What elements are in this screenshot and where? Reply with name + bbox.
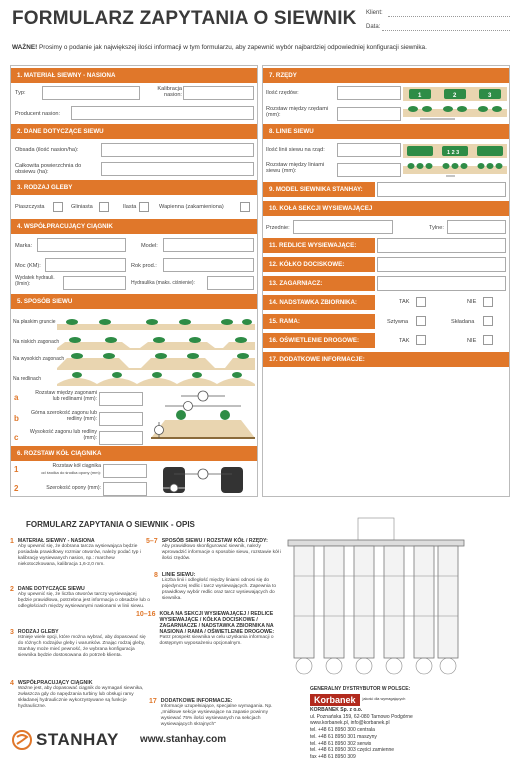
desc-head-5: SPOSÓB SIEWU / ROZSTAW KÓŁ / RZĘDY: bbox=[161, 538, 268, 544]
section-15-header: 15. RAMA: bbox=[263, 314, 375, 329]
section-2-header: 2. DANE DOTYCZĄCE SIEWU bbox=[11, 124, 257, 139]
data-label: Data: bbox=[366, 24, 381, 30]
nadstawka-nie-checkbox[interactable] bbox=[483, 297, 493, 307]
model-label: Model: bbox=[141, 243, 158, 249]
producent-label: Producent nasion: bbox=[15, 111, 61, 117]
rama-sztywna-label: Sztywna bbox=[387, 319, 409, 325]
oswietlenie-nie-label: NIE bbox=[467, 338, 477, 344]
powierzchnia-label: Całkowita powierzchnia do obsiewu (ha): bbox=[15, 163, 82, 176]
desc-item-5 bbox=[146, 538, 282, 562]
klient-label: Klient: bbox=[366, 10, 383, 16]
important-note bbox=[12, 44, 427, 51]
section-1-header: 1. MATERIAŁ SIEWNY - NASIONA bbox=[11, 68, 257, 83]
fax: fax +48 61 8950 309 bbox=[310, 754, 356, 760]
r1-input[interactable] bbox=[103, 464, 147, 478]
desc-text-7: Patrz prospekt siewnika w celu uzyskania informacji o dostępnym wyposażeniu opcjonalnym. bbox=[159, 635, 274, 646]
nadstawka-nie-label: NIE bbox=[467, 299, 477, 305]
model-input[interactable] bbox=[163, 238, 254, 252]
row-num-2: 2 bbox=[453, 93, 457, 99]
marka-input[interactable] bbox=[37, 238, 126, 252]
letter-b-icon: b bbox=[14, 414, 19, 423]
section-5-header: 5. SPOSÓB SIEWU bbox=[11, 294, 257, 309]
kalibracja-label: Kalibracja nasion: bbox=[157, 86, 182, 99]
data-field[interactable] bbox=[382, 30, 510, 31]
korbanek-tagline: jakość dla wymagających bbox=[362, 697, 406, 702]
soil-checkbox-3[interactable] bbox=[240, 202, 250, 212]
wydatek-label: Wydatek hydrauli. (l/min): bbox=[15, 275, 55, 287]
linie-rozstaw-input[interactable] bbox=[337, 163, 401, 177]
letter-c-icon: c bbox=[14, 433, 19, 442]
company-name: KORBANEK Sp. z o.o. bbox=[310, 706, 363, 713]
zagarniacz-input[interactable] bbox=[377, 276, 506, 291]
przednie-input[interactable] bbox=[293, 220, 393, 234]
c-label: Wysokość zagonu lub redliny (mm): bbox=[29, 429, 97, 441]
typ-label: Typ: bbox=[15, 90, 26, 96]
tylne-input[interactable] bbox=[447, 220, 506, 234]
section-17-header: 17. DODATKOWE INFORMACJE: bbox=[263, 352, 509, 367]
desc-item-7 bbox=[136, 611, 282, 647]
desc-item-4 bbox=[10, 680, 150, 710]
section-11-header: 11. REDLICE WYSIEWAJĄCE: bbox=[263, 238, 375, 253]
marka-label: Marka: bbox=[15, 243, 33, 249]
wydatek-input[interactable] bbox=[63, 276, 126, 290]
seeder-machine-illustration bbox=[286, 516, 466, 686]
desc-item-6 bbox=[146, 572, 282, 602]
flat-ground-row bbox=[57, 319, 255, 330]
r2-input[interactable] bbox=[103, 482, 147, 496]
rok-label: Rok prod.: bbox=[131, 263, 157, 269]
linie-ilosc-input[interactable] bbox=[337, 143, 401, 157]
soil-label-1: Gliniasta bbox=[71, 204, 93, 210]
section-7-header: 7. RZĘDY bbox=[263, 68, 509, 83]
redlice-input[interactable] bbox=[377, 238, 506, 253]
rama-sztywna-checkbox[interactable] bbox=[416, 316, 426, 326]
desc-item-3 bbox=[10, 629, 150, 659]
wheel-num-2-icon: 2 bbox=[14, 484, 19, 493]
desc-head-1: MATERIAŁ SIEWNY - NASIONA bbox=[17, 538, 95, 544]
hydraulika-label: Hydraulika (maks. ciśnienie): bbox=[131, 280, 195, 286]
r1b-label: od środka do środka opony (mm): bbox=[41, 470, 101, 475]
desc-text-2: Aby upewnić się, że liczba otworów tarczy wysiewającej będzie prawidłowa, potrzebna jest informacja o obsadzie lub o odległościach między wysiewanymi nasionami w linii siewu. bbox=[17, 592, 150, 609]
desc-num-7: 10–16 bbox=[136, 611, 156, 618]
sowing-methods-illustration bbox=[57, 312, 255, 386]
stanhay-logo-icon bbox=[12, 730, 32, 750]
desc-item-8 bbox=[146, 698, 282, 728]
siew-row-label-3: Na redlinach bbox=[13, 376, 42, 382]
desc-item-1 bbox=[10, 538, 150, 568]
typ-input[interactable] bbox=[42, 86, 140, 100]
ridges-row bbox=[57, 372, 255, 386]
section-6-header: 6. ROZSTAW KÓŁ CIĄGNIKA bbox=[11, 446, 257, 461]
distributor-label: GENERALNY DYSTRYBUTOR W POLSCE: bbox=[310, 686, 411, 692]
bed-dimensions-diagram bbox=[151, 388, 255, 444]
seed-lines-illustration bbox=[403, 142, 507, 180]
section-14-header: 14. NADSTAWKA ZBIORNIKA: bbox=[263, 295, 375, 310]
phone-0: tel. +48 61 8950 300 centrala bbox=[310, 727, 375, 733]
distributor-box bbox=[310, 686, 460, 758]
nadstawka-tak-label: TAK bbox=[399, 299, 410, 305]
siew-row-label-2: Na wysokich zagonach bbox=[13, 356, 65, 362]
description-section bbox=[0, 508, 520, 761]
desc-num-6: 8 bbox=[154, 572, 158, 579]
stanhay-logo-text: STANHAY bbox=[36, 730, 119, 749]
phone-1: tel. +48 61 8950 301 maszyny bbox=[310, 733, 377, 740]
r2-label: Szerokość opony (mm): bbox=[46, 485, 101, 491]
soil-checkbox-2[interactable] bbox=[139, 202, 149, 212]
b-label: Górna szerokość zagonu lub redliny (mm): bbox=[30, 410, 97, 422]
rok-input[interactable] bbox=[163, 258, 254, 272]
oswietlenie-nie-checkbox[interactable] bbox=[483, 335, 493, 345]
lines-num: 1 2 3 bbox=[447, 150, 460, 156]
desc-head-7: KOŁA NA SEKCJI WYSIEWAJĄCEJ / REDLICE WYSIEWAJĄCE / KÓŁKA DOCISKOWE / ZAGARNIACZE / NADSTAWKA ZBIORNIKA NA NASIONA / RAMA / OŚWIETLENIE DROGOWE: bbox=[159, 611, 275, 635]
desc-head-3: RODZAJ GLEBY bbox=[17, 629, 59, 635]
obsada-label: Obsada (ilość nasion/ha): bbox=[15, 147, 79, 153]
note-bold: WAŻNE! bbox=[12, 44, 38, 51]
section-16-header: 16. OŚWIETLENIE DROGOWE: bbox=[263, 333, 375, 348]
moc-input[interactable] bbox=[45, 258, 126, 272]
tylne-label: Tylne: bbox=[429, 225, 444, 231]
desc-text-4: Ważne jest, aby dopasować ciągnik do wymagań siewnika, zwłaszcza gdy do napędzania turbiny lub obsługi ramy składanej hydraulicznie wykorzystywane są funkcje hydrauliczne. bbox=[17, 686, 144, 709]
wheel-num-1-icon: 1 bbox=[14, 465, 19, 474]
oswietlenie-tak-checkbox[interactable] bbox=[416, 335, 426, 345]
soil-label-3: Wapienna (zakamieniona) bbox=[159, 204, 224, 210]
soil-label-0: Piaszczysta bbox=[15, 204, 45, 210]
klient-field[interactable] bbox=[388, 16, 510, 17]
obsada-input[interactable] bbox=[101, 143, 254, 157]
rama-skladana-checkbox[interactable] bbox=[483, 316, 493, 326]
siew-row-label-1: Na niskich zagonach bbox=[13, 339, 60, 345]
kolko-input[interactable] bbox=[377, 257, 506, 272]
b-input[interactable] bbox=[99, 412, 143, 426]
powierzchnia-input[interactable] bbox=[101, 162, 254, 176]
desc-text-1: Aby upewnić się, że dobrana tarcza wysiewająca będzie posiadała prawidłowy rozmiar otworów, należy podać typ i kalibrację wysiewanych nasion, np.: marchew niekotoczkowana, kalibracja 1,6-2,0 mm. bbox=[17, 544, 141, 567]
c-input[interactable] bbox=[99, 431, 143, 445]
right-panel bbox=[262, 65, 510, 497]
dodatkowe-textarea[interactable] bbox=[266, 370, 506, 494]
low-beds-row bbox=[57, 337, 255, 350]
page-title: FORMULARZ ZAPYTANIA O SIEWNIK bbox=[12, 8, 357, 29]
model-siewnika-input[interactable] bbox=[377, 182, 506, 197]
desc-text-6: Liczba linii i odległość między liniami odnosi się do pojedynczej redlic i tarcz wysiewających. Zapewnia to prawidłowy wybór redlic oraz tarcz wysiewających do siewnika. bbox=[161, 578, 277, 601]
desc-num-8: 17 bbox=[149, 698, 157, 705]
soil-checkbox-1[interactable] bbox=[99, 202, 109, 212]
desc-text-3: Istnieje wiele opcji, które można wybrać, aby dopasować się do różnych rodzajów gleby i warunków. Znając rodzaj gleby, Stanhay może mieć pewność, że wybrana konfiguracja siewnika będzie dostosowana do potrzeb klienta. bbox=[17, 635, 146, 658]
linie-rozstaw-label: Rozstaw między liniami siewu (mm): bbox=[266, 162, 325, 175]
section-12-header: 12. KÓŁKO DOCISKOWE: bbox=[263, 257, 375, 272]
desc-num-5: 5–7 bbox=[146, 538, 158, 545]
company-address: ul. Poznańska 159, 62-080 Tarnowo Podgórne bbox=[310, 713, 413, 720]
section-4-header: 4. WSPÓŁPRACUJĄCY CIĄGNIK bbox=[11, 219, 257, 234]
r1-label: Rozstaw kół ciągnika bbox=[52, 463, 101, 469]
row-num-3: 3 bbox=[488, 93, 492, 99]
siew-row-label-0: Na płaskim gruncie bbox=[13, 319, 56, 325]
desc-num-3: 3 bbox=[10, 629, 14, 636]
desc-head-6: LINIE SIEWU: bbox=[161, 572, 196, 578]
kalibracja-input[interactable] bbox=[183, 86, 254, 100]
desc-num-2: 2 bbox=[10, 586, 14, 593]
nadstawka-tak-checkbox[interactable] bbox=[416, 297, 426, 307]
a-input[interactable] bbox=[99, 392, 143, 406]
description-title: FORMULARZ ZAPYTANIA O SIEWNIK - OPIS bbox=[26, 520, 195, 529]
producent-input[interactable] bbox=[71, 106, 254, 120]
rzedy-ilosc-label: Ilość rzędów: bbox=[266, 90, 299, 96]
section-8-header: 8. LINIE SIEWU bbox=[263, 124, 509, 139]
row-num-1: 1 bbox=[418, 93, 422, 99]
phone-2: tel. +48 61 8950 302 serwis bbox=[310, 740, 372, 747]
desc-num-1: 1 bbox=[10, 538, 14, 545]
note-text: Prosimy o podanie jak największej ilości informacji w tym formularzu, aby zapewnić wybór najbardziej odpowiedniej konfiguracji siewnika. bbox=[37, 44, 427, 51]
website-link[interactable]: www.stanhay.com bbox=[140, 734, 227, 745]
letter-a-icon: a bbox=[14, 393, 19, 402]
desc-head-8: DODATKOWE INFORMACJE: bbox=[160, 698, 233, 704]
rama-skladana-label: Składana bbox=[451, 319, 475, 325]
phone-3: tel. +48 61 8950 303 części zamienne bbox=[310, 747, 395, 754]
oswietlenie-tak-label: TAK bbox=[399, 338, 410, 344]
desc-item-2 bbox=[10, 586, 150, 610]
moc-label: Moc (KM): bbox=[15, 263, 41, 269]
rzedy-rozstaw-input[interactable] bbox=[337, 107, 401, 121]
desc-text-5: Aby prawidłowo skonfigurować siewnik, należy wprowadzić informacje o sposobie siewu, rozstawie kół i ilości rzędów. bbox=[161, 544, 282, 561]
high-beds-row bbox=[57, 353, 255, 370]
company-web: www.korbanek.pl, info@korbanek.pl bbox=[310, 720, 390, 727]
desc-text-8: Informacje uzupełniające, specjalne wymagania. Np. „Imidłowe sekcje wysiewające na zapasie powinny wysiewać 75% ilości wysiewanych na sekcjach wysiewających skrajnych" bbox=[160, 704, 273, 727]
korbanek-logo: Korbanek bbox=[310, 694, 360, 706]
desc-head-4: WSPÓŁPRACUJĄCY CIĄGNIK bbox=[17, 680, 93, 686]
section-9-header: 9. MODEL SIEWNIKA STANHAY: bbox=[263, 182, 375, 197]
hydraulika-input[interactable] bbox=[207, 276, 254, 290]
section-10-header: 10. KOŁA SEKCJI WYSIEWAJĄCEJ bbox=[263, 201, 509, 216]
rzedy-rozstaw-label: Rozstaw między rzędami (mm): bbox=[266, 106, 329, 119]
a-label: Rozstaw między zagonami lub redlinami (mm): bbox=[35, 390, 97, 402]
przednie-label: Przednie: bbox=[266, 225, 290, 231]
section-3-header: 3. RODZAJ GLEBY bbox=[11, 180, 257, 195]
soil-checkbox-0[interactable] bbox=[53, 202, 63, 212]
section-13-header: 13. ZAGARNIACZ: bbox=[263, 276, 375, 291]
rows-illustration bbox=[403, 85, 507, 123]
desc-num-4: 4 bbox=[10, 680, 14, 687]
tractor-wheels-diagram bbox=[151, 463, 255, 497]
left-panel bbox=[10, 65, 258, 497]
linie-ilosc-label: Ilość linii siewu na rząd: bbox=[266, 147, 325, 153]
rzedy-ilosc-input[interactable] bbox=[337, 86, 401, 100]
soil-label-2: Ilasta bbox=[123, 204, 137, 210]
desc-head-2: DANE DOTYCZĄCE SIEWU bbox=[17, 586, 85, 592]
